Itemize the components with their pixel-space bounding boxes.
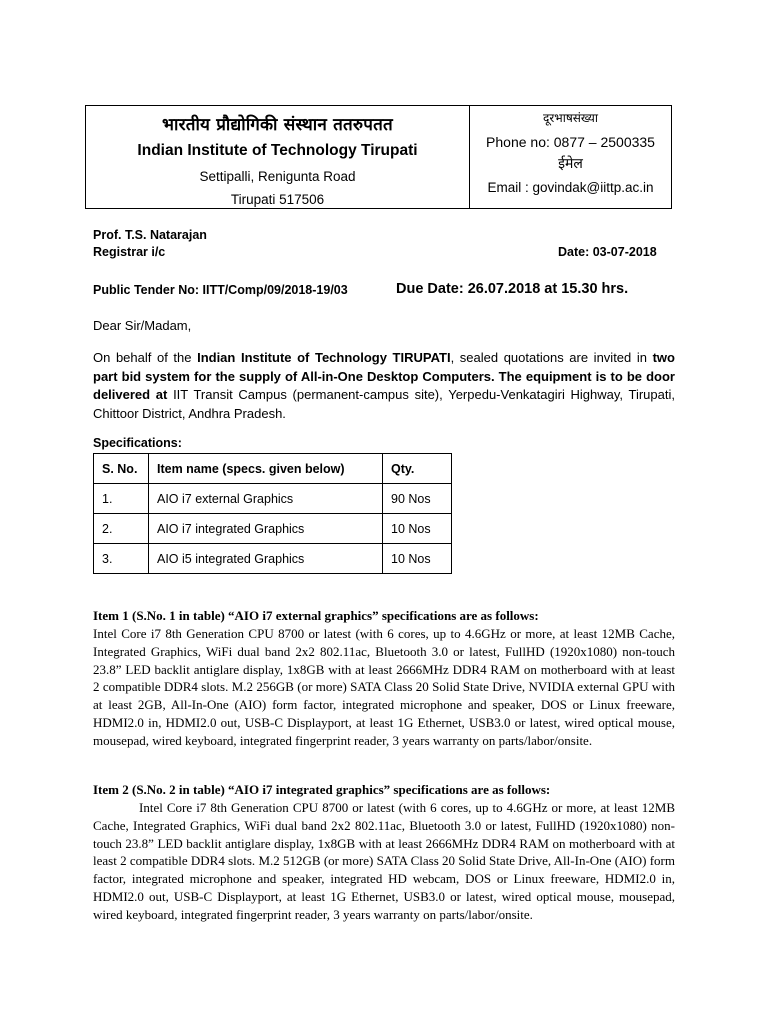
letterhead (85, 105, 672, 209)
cell-item: AIO i7 integrated Graphics (149, 514, 383, 544)
cell-qty: 10 Nos (383, 544, 452, 574)
header-item-name: Item name (specs. given below) (149, 454, 383, 484)
intro-location: IIT Transit Campus (permanent-campus site), Yerpedu-Venkatagiri Highway, Tirupati, Chittoor District, Andhra Pradesh. (93, 387, 675, 421)
item-2-heading: Item 2 (S.No. 2 in table) “AIO i7 integrated graphics” specifications are as follows: (93, 782, 551, 797)
item-1-heading: Item 1 (S.No. 1 in table) “AIO i7 external graphics” specifications are as follows: (93, 608, 539, 623)
tender-number: Public Tender No: IITT/Comp/09/2018-19/03 (93, 283, 348, 297)
cell-sno: 1. (94, 484, 149, 514)
specifications-heading: Specifications: (93, 436, 182, 450)
email-label-hindi: ईमेल (558, 156, 583, 172)
address-line-1: Settipalli, Renigunta Road (199, 169, 356, 184)
header-qty: Qty. (383, 454, 452, 484)
intro-paragraph (93, 349, 675, 423)
intro-text-2: , sealed quotations are invited in (450, 350, 647, 365)
phone-number: Phone no: 0877 – 2500335 (486, 134, 655, 150)
sender-designation: Registrar i/c (93, 245, 166, 259)
header-sno: S. No. (94, 454, 149, 484)
email-address: Email : govindak@iittp.ac.in (487, 180, 654, 195)
intro-text-1: On behalf of the (93, 350, 198, 365)
address-line-2: Tirupati 517506 (230, 192, 325, 207)
cell-item: AIO i7 external Graphics (149, 484, 383, 514)
institute-name-hindi: भारतीय प्रौद्योगिकी संस्थान ततरुपतत (162, 115, 393, 135)
cell-sno: 3. (94, 544, 149, 574)
phone-label-hindi: दूरभाषसंख्या (543, 111, 598, 125)
institute-block (86, 106, 470, 208)
specifications-table (93, 453, 452, 574)
sender-name: Prof. T.S. Natarajan (93, 228, 207, 242)
institute-name: Indian Institute of Technology Tirupati (137, 142, 418, 159)
contact-block (470, 106, 671, 208)
table-row (94, 544, 452, 574)
intro-supply: two part bid system for the supply of All-in-One Desktop Computers. The equipment is to be door delivered at (93, 350, 675, 402)
cell-qty: 10 Nos (383, 514, 452, 544)
intro-institute: Indian Institute of Technology TIRUPATI (197, 350, 451, 365)
cell-sno: 2. (94, 514, 149, 544)
table-header-row (94, 454, 452, 484)
cell-qty: 90 Nos (383, 484, 452, 514)
item-1-specifications: Intel Core i7 8th Generation CPU 8700 or latest (with 6 cores, up to 4.6GHz or more, at least 12MB Cache, Integrated Graphics, WiFi dual band 2x2 802.11ac, Bluetooth 3.0 or latest, FullHD (1920x1080) non-touch 23.8” LED backlit antiglare display, 1x8GB with at least 2666MHz DDR4 RAM on motherboard with at least 2 compatible DDR4 slots. M.2 256GB (or more) SATA Class 20 Solid State Drive, NVIDIA external GPU with at least 2GB, All-In-One (AIO) form factor, integrated microphone and speaker, DOS or Linux freeware, HDMI2.0 in, HDMI2.0 out, USB-C Displayport, at least 1G Ethernet, USB3.0 or latest, wired optical mouse, mousepad, wired keyboard, integrated fingerprint reader, 3 years warranty on parts/labor/onsite. (93, 626, 675, 748)
table-row (94, 514, 452, 544)
table-row (94, 484, 452, 514)
cell-item: AIO i5 integrated Graphics (149, 544, 383, 574)
salutation: Dear Sir/Madam, (93, 318, 192, 333)
item-2-specifications: Intel Core i7 8th Generation CPU 8700 or latest (with 6 cores, up to 4.6GHz or more, at least 12MB Cache, Integrated Graphics, WiFi dual band 2x2 802.11ac, Bluetooth 3.0 or latest, FullHD (1920x1080) non-touch 23.8” LED backlit antiglare display, 1x8GB with at least 2666MHz DDR4 RAM on motherboard with at least 2 compatible DDR4 slots. M.2 512GB (or more) SATA Class 20 Solid State Drive, All-In-One (AIO) form factor, integrated microphone and speaker, integrated HD webcam, DOS or Linux freeware, HDMI2.0 in, HDMI2.0 out, USB-C Displayport, at least 1G Ethernet, USB3.0 or latest, wired optical mouse, mousepad, wired keyboard, integrated fingerprint reader, 3 years warranty on parts/labor/onsite. (93, 800, 675, 922)
due-date: Due Date: 26.07.2018 at 15.30 hrs. (396, 281, 629, 297)
letter-date: Date: 03-07-2018 (558, 245, 657, 259)
